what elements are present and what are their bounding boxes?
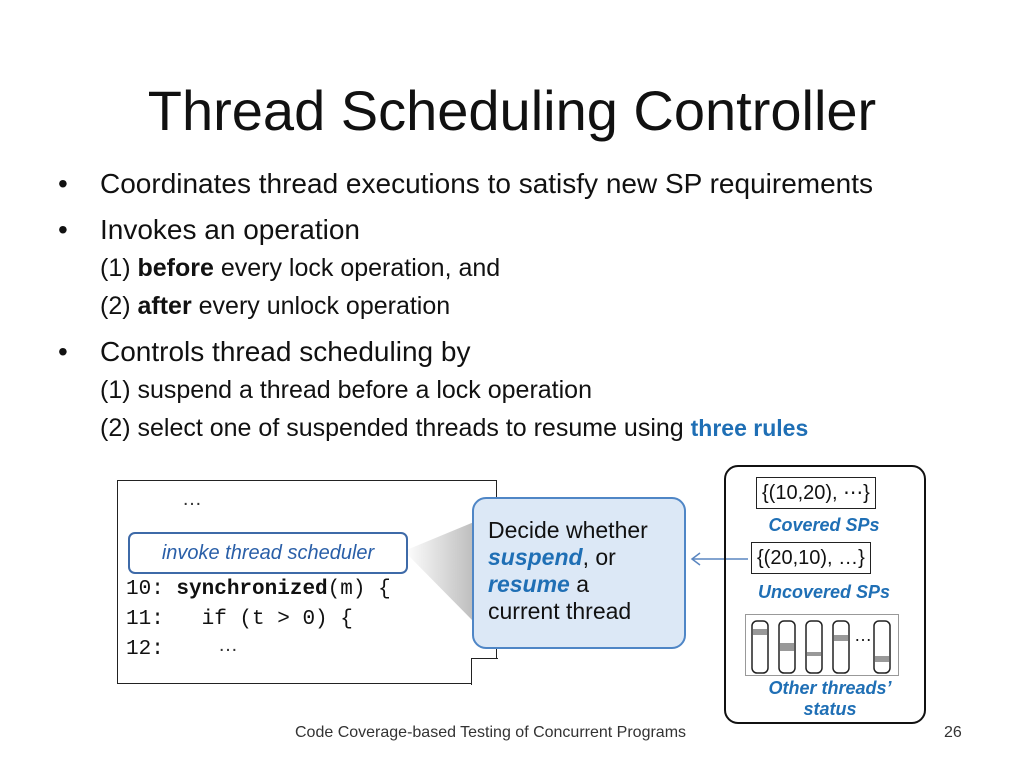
code-text: (m) { — [327, 578, 391, 601]
bullet-dot: • — [58, 168, 68, 199]
thread-bar-marker — [780, 643, 794, 651]
thread-bar-marker — [807, 652, 821, 656]
suspend-word: suspend — [488, 544, 583, 570]
footer-text: Code Coverage-based Testing of Concurrent Programs — [295, 724, 687, 741]
bullet-text: Controls thread scheduling by — [100, 336, 471, 367]
sub-prefix: (1) — [100, 254, 138, 282]
line-number: 11: — [126, 608, 164, 631]
three-rules-highlight: three rules — [690, 415, 809, 441]
uncovered-sp-box: {(20,10), …} — [751, 542, 871, 574]
line-number: 10: — [126, 578, 164, 601]
threads-status-box — [745, 614, 899, 676]
sub-bold: before — [137, 254, 214, 282]
bullet-text: Invokes an operation — [100, 214, 360, 245]
bullet-dot: • — [58, 214, 68, 245]
other-threads-label: Other threads’ status — [768, 678, 892, 719]
sub-bold: after — [137, 292, 192, 320]
invoke-thread-scheduler-box: invoke thread scheduler — [128, 532, 408, 574]
resume-word: resume — [488, 571, 570, 597]
decide-callout — [472, 497, 686, 649]
sub-text: (2) select one of suspended threads to resume using — [100, 414, 691, 442]
thread-bar-marker — [834, 635, 848, 641]
covered-sps-label: Covered SPs — [768, 515, 880, 535]
bullet-text: Coordinates thread executions to satisfy new SP requirements — [100, 168, 874, 199]
code-line-12 — [126, 638, 164, 661]
code-ellipsis-top: … — [182, 488, 204, 510]
sub-rest: every lock operation, and — [213, 254, 501, 282]
a-text: a — [569, 571, 590, 597]
callout-line-2 — [488, 544, 672, 571]
code-line-11 — [126, 608, 353, 631]
thread-bar — [752, 621, 768, 673]
bullet-dot: • — [58, 336, 68, 367]
code-keyword: synchronized — [176, 578, 328, 601]
slide-title: Thread Scheduling Controller — [147, 79, 877, 142]
connector-wedge — [404, 522, 474, 622]
code-text: if (t > 0) { — [176, 608, 353, 631]
threads-ellipsis: … — [854, 625, 872, 645]
or-text: , or — [582, 544, 616, 570]
thread-bar — [806, 621, 822, 673]
covered-sp-box: {(10,20), ⋯} — [756, 477, 876, 509]
sub-rest: every unlock operation — [191, 292, 451, 320]
callout-line-1: Decide whether — [488, 517, 648, 543]
code-ellipsis-bottom: … — [218, 634, 240, 656]
thread-bar — [874, 621, 890, 673]
sub-prefix: (2) — [100, 292, 138, 320]
line-number: 12: — [126, 638, 164, 661]
code-line-10 — [126, 578, 391, 601]
thread-bars — [746, 615, 898, 675]
callout-line-3 — [488, 571, 672, 598]
thread-bar — [833, 621, 849, 673]
page-number: 26 — [944, 724, 962, 741]
sub-text: (1) suspend a thread before a lock operation — [100, 376, 592, 404]
uncovered-sps-label: Uncovered SPs — [757, 582, 891, 602]
thread-bar-marker — [875, 656, 889, 662]
thread-bar-marker — [753, 629, 767, 635]
callout-line-4: current thread — [488, 598, 632, 624]
